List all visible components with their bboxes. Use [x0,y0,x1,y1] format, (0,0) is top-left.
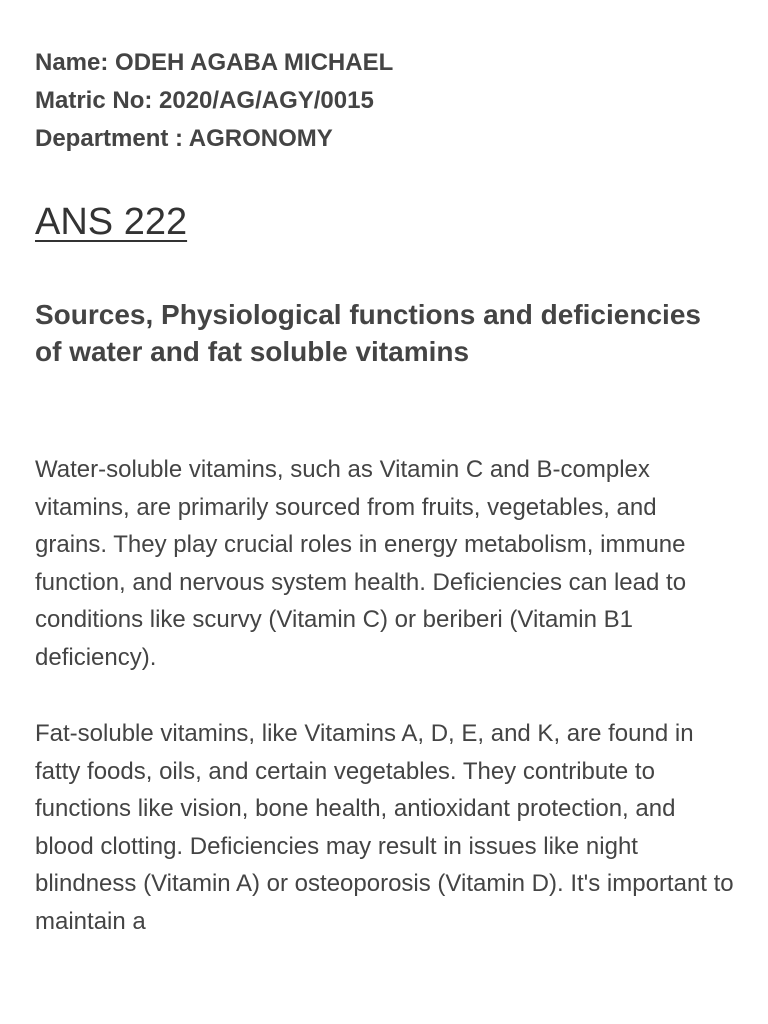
course-code-heading: ANS 222 [35,201,188,243]
water-soluble-paragraph: Water-soluble vitamins, such as Vitamin C and B-complex vitamins, are primarily sourced from fruits, vegetables, and grains. They play crucial roles in energy metabolism, immune function, and nervous system health. Deficiencies can lead to conditions like scurvy (Vitamin C) or beriberi (Vitamin B1 deficiency). [35,456,687,671]
fat-soluble-paragraph: Fat-soluble vitamins, like Vitamins A, D, E, and K, are found in fatty foods, oils, and certain vegetables. They contribute to functions like vision, bone health, antioxidant protection, and blood clotting. Deficiencies may result in issues like night blindness (Vitamin A) or osteoporosis (Vitamin D). It's important to maintain a [35,720,734,935]
department: Department : AGRONOMY [35,125,333,152]
matric-number: Matric No: 2020/AG/AGY/0015 [35,87,374,114]
student-info-block [35,44,393,158]
document-title: Sources, Physiological functions and deficiencies of water and fat soluble vitamins [35,299,701,367]
student-name: Name: ODEH AGABA MICHAEL [35,49,394,76]
